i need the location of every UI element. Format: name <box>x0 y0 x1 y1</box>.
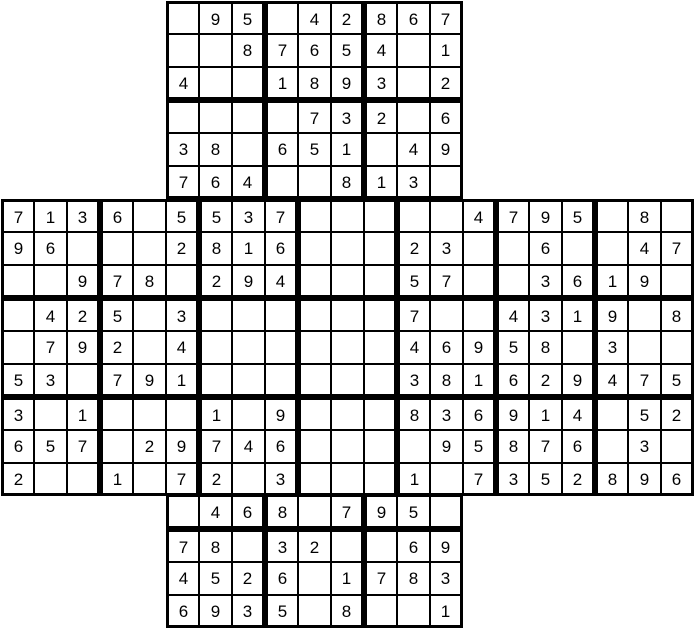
sudoku-cell[interactable]: 2 <box>397 232 430 265</box>
sudoku-cell[interactable]: 6 <box>430 100 463 133</box>
sudoku-cell[interactable] <box>199 34 232 67</box>
sudoku-cell[interactable]: 4 <box>166 562 199 595</box>
sudoku-cell[interactable] <box>364 265 397 298</box>
sudoku-cell[interactable]: 9 <box>496 397 529 430</box>
sudoku-cell[interactable]: 3 <box>232 199 265 232</box>
sudoku-cell[interactable]: 3 <box>364 67 397 100</box>
sudoku-cell[interactable]: 4 <box>595 364 628 397</box>
sudoku-cell[interactable]: 3 <box>595 331 628 364</box>
sudoku-cell[interactable]: 8 <box>298 67 331 100</box>
sudoku-cell[interactable] <box>331 397 364 430</box>
sudoku-cell[interactable]: 6 <box>298 34 331 67</box>
sudoku-cell[interactable]: 2 <box>199 463 232 496</box>
sudoku-cell[interactable] <box>166 265 199 298</box>
sudoku-cell[interactable]: 7 <box>166 463 199 496</box>
sudoku-cell[interactable]: 5 <box>529 463 562 496</box>
sudoku-cell[interactable] <box>166 496 199 529</box>
sudoku-cell[interactable]: 9 <box>628 463 661 496</box>
sudoku-cell[interactable]: 5 <box>661 364 694 397</box>
sudoku-cell[interactable]: 9 <box>463 331 496 364</box>
sudoku-cell[interactable]: 8 <box>331 166 364 199</box>
sudoku-cell[interactable]: 8 <box>661 298 694 331</box>
sudoku-cell[interactable] <box>166 1 199 34</box>
sudoku-cell[interactable] <box>331 364 364 397</box>
sudoku-cell[interactable] <box>364 529 397 562</box>
sudoku-cell[interactable] <box>397 100 430 133</box>
sudoku-cell[interactable]: 7 <box>34 331 67 364</box>
sudoku-cell[interactable] <box>298 463 331 496</box>
sudoku-cell[interactable]: 7 <box>430 265 463 298</box>
sudoku-cell[interactable] <box>199 100 232 133</box>
sudoku-cell[interactable]: 7 <box>199 430 232 463</box>
sudoku-cell[interactable] <box>595 397 628 430</box>
sudoku-cell[interactable] <box>496 265 529 298</box>
sudoku-cell[interactable] <box>463 265 496 298</box>
sudoku-cell[interactable]: 9 <box>232 265 265 298</box>
sudoku-cell[interactable]: 7 <box>100 364 133 397</box>
sudoku-cell[interactable]: 3 <box>628 430 661 463</box>
sudoku-cell[interactable]: 8 <box>199 232 232 265</box>
sudoku-cell[interactable]: 1 <box>331 562 364 595</box>
sudoku-cell[interactable]: 7 <box>661 232 694 265</box>
sudoku-cell[interactable]: 3 <box>1 397 34 430</box>
sudoku-cell[interactable]: 3 <box>265 463 298 496</box>
sudoku-cell[interactable]: 1 <box>430 34 463 67</box>
sudoku-cell[interactable]: 1 <box>166 364 199 397</box>
sudoku-cell[interactable] <box>331 331 364 364</box>
sudoku-cell[interactable]: 6 <box>496 364 529 397</box>
sudoku-cell[interactable] <box>133 232 166 265</box>
sudoku-cell[interactable]: 7 <box>430 1 463 34</box>
sudoku-cell[interactable]: 7 <box>628 364 661 397</box>
sudoku-cell[interactable] <box>133 298 166 331</box>
sudoku-cell[interactable] <box>298 265 331 298</box>
sudoku-cell[interactable]: 8 <box>595 463 628 496</box>
sudoku-cell[interactable] <box>397 595 430 628</box>
sudoku-cell[interactable]: 4 <box>298 1 331 34</box>
sudoku-cell[interactable] <box>661 265 694 298</box>
sudoku-cell[interactable]: 7 <box>166 166 199 199</box>
sudoku-cell[interactable]: 5 <box>34 430 67 463</box>
sudoku-cell[interactable]: 6 <box>100 199 133 232</box>
sudoku-cell[interactable]: 6 <box>397 1 430 34</box>
sudoku-cell[interactable]: 8 <box>364 1 397 34</box>
sudoku-cell[interactable]: 5 <box>397 265 430 298</box>
sudoku-cell[interactable] <box>265 364 298 397</box>
sudoku-cell[interactable]: 3 <box>166 298 199 331</box>
sudoku-cell[interactable] <box>265 100 298 133</box>
sudoku-cell[interactable]: 8 <box>133 265 166 298</box>
sudoku-cell[interactable]: 3 <box>232 595 265 628</box>
sudoku-cell[interactable]: 2 <box>199 265 232 298</box>
sudoku-cell[interactable]: 6 <box>430 331 463 364</box>
sudoku-cell[interactable]: 8 <box>199 529 232 562</box>
sudoku-cell[interactable]: 1 <box>67 397 100 430</box>
sudoku-cell[interactable] <box>364 595 397 628</box>
sudoku-cell[interactable] <box>364 364 397 397</box>
sudoku-cell[interactable]: 4 <box>397 331 430 364</box>
sudoku-cell[interactable]: 1 <box>199 397 232 430</box>
sudoku-cell[interactable]: 8 <box>496 430 529 463</box>
sudoku-cell[interactable]: 5 <box>199 199 232 232</box>
sudoku-cell[interactable] <box>595 232 628 265</box>
sudoku-cell[interactable]: 2 <box>331 1 364 34</box>
sudoku-cell[interactable] <box>463 298 496 331</box>
sudoku-cell[interactable] <box>430 298 463 331</box>
sudoku-cell[interactable]: 9 <box>529 199 562 232</box>
sudoku-cell[interactable]: 7 <box>100 265 133 298</box>
sudoku-cell[interactable] <box>232 463 265 496</box>
sudoku-cell[interactable]: 3 <box>331 100 364 133</box>
sudoku-cell[interactable]: 4 <box>166 67 199 100</box>
sudoku-cell[interactable]: 7 <box>1 199 34 232</box>
sudoku-cell[interactable]: 5 <box>166 199 199 232</box>
sudoku-cell[interactable]: 7 <box>298 100 331 133</box>
sudoku-cell[interactable]: 9 <box>67 265 100 298</box>
sudoku-cell[interactable]: 4 <box>364 34 397 67</box>
sudoku-cell[interactable] <box>232 529 265 562</box>
sudoku-cell[interactable]: 9 <box>133 364 166 397</box>
sudoku-cell[interactable]: 9 <box>430 529 463 562</box>
sudoku-cell[interactable]: 6 <box>397 529 430 562</box>
sudoku-cell[interactable] <box>562 331 595 364</box>
sudoku-cell[interactable]: 2 <box>166 232 199 265</box>
sudoku-cell[interactable]: 8 <box>430 364 463 397</box>
sudoku-cell[interactable] <box>1 331 34 364</box>
sudoku-cell[interactable] <box>166 397 199 430</box>
sudoku-cell[interactable]: 5 <box>199 562 232 595</box>
sudoku-cell[interactable]: 9 <box>166 430 199 463</box>
sudoku-cell[interactable]: 3 <box>430 562 463 595</box>
sudoku-cell[interactable] <box>265 298 298 331</box>
sudoku-cell[interactable] <box>331 463 364 496</box>
sudoku-cell[interactable]: 1 <box>34 199 67 232</box>
sudoku-cell[interactable] <box>67 232 100 265</box>
sudoku-cell[interactable] <box>166 34 199 67</box>
sudoku-cell[interactable]: 3 <box>430 397 463 430</box>
sudoku-cell[interactable]: 6 <box>265 562 298 595</box>
sudoku-cell[interactable]: 1 <box>265 67 298 100</box>
sudoku-cell[interactable] <box>430 463 463 496</box>
sudoku-cell[interactable] <box>100 430 133 463</box>
sudoku-cell[interactable]: 2 <box>232 562 265 595</box>
sudoku-cell[interactable] <box>364 133 397 166</box>
sudoku-cell[interactable]: 7 <box>397 298 430 331</box>
sudoku-cell[interactable] <box>496 232 529 265</box>
sudoku-cell[interactable] <box>331 199 364 232</box>
sudoku-cell[interactable]: 7 <box>463 463 496 496</box>
sudoku-cell[interactable]: 9 <box>364 496 397 529</box>
sudoku-cell[interactable]: 6 <box>661 463 694 496</box>
sudoku-cell[interactable]: 5 <box>496 331 529 364</box>
sudoku-cell[interactable] <box>331 430 364 463</box>
sudoku-cell[interactable]: 8 <box>397 562 430 595</box>
sudoku-cell[interactable]: 9 <box>67 331 100 364</box>
sudoku-cell[interactable] <box>34 397 67 430</box>
sudoku-cell[interactable]: 3 <box>496 463 529 496</box>
sudoku-cell[interactable]: 1 <box>529 397 562 430</box>
sudoku-cell[interactable]: 5 <box>265 595 298 628</box>
sudoku-cell[interactable] <box>232 133 265 166</box>
sudoku-cell[interactable] <box>34 463 67 496</box>
sudoku-cell[interactable] <box>232 364 265 397</box>
sudoku-cell[interactable]: 3 <box>529 265 562 298</box>
sudoku-cell[interactable] <box>67 463 100 496</box>
sudoku-cell[interactable] <box>1 298 34 331</box>
sudoku-cell[interactable]: 8 <box>628 199 661 232</box>
sudoku-cell[interactable] <box>430 496 463 529</box>
sudoku-cell[interactable]: 1 <box>331 133 364 166</box>
sudoku-cell[interactable]: 1 <box>430 595 463 628</box>
sudoku-cell[interactable]: 3 <box>67 199 100 232</box>
sudoku-cell[interactable]: 3 <box>166 133 199 166</box>
sudoku-cell[interactable] <box>199 298 232 331</box>
sudoku-cell[interactable] <box>364 199 397 232</box>
sudoku-cell[interactable] <box>595 199 628 232</box>
sudoku-cell[interactable]: 7 <box>331 496 364 529</box>
sudoku-cell[interactable]: 1 <box>397 463 430 496</box>
sudoku-cell[interactable] <box>133 463 166 496</box>
sudoku-cell[interactable]: 5 <box>298 133 331 166</box>
sudoku-cell[interactable]: 3 <box>397 166 430 199</box>
sudoku-cell[interactable]: 9 <box>595 298 628 331</box>
sudoku-cell[interactable]: 9 <box>331 67 364 100</box>
sudoku-cell[interactable] <box>397 67 430 100</box>
sudoku-cell[interactable] <box>628 331 661 364</box>
sudoku-cell[interactable]: 1 <box>463 364 496 397</box>
sudoku-cell[interactable]: 5 <box>562 199 595 232</box>
sudoku-cell[interactable] <box>298 331 331 364</box>
sudoku-cell[interactable]: 5 <box>628 397 661 430</box>
sudoku-cell[interactable] <box>232 331 265 364</box>
sudoku-cell[interactable] <box>232 298 265 331</box>
sudoku-cell[interactable] <box>661 430 694 463</box>
sudoku-cell[interactable]: 4 <box>34 298 67 331</box>
sudoku-cell[interactable]: 2 <box>430 67 463 100</box>
sudoku-cell[interactable]: 6 <box>199 166 232 199</box>
sudoku-cell[interactable]: 6 <box>529 232 562 265</box>
sudoku-cell[interactable] <box>265 166 298 199</box>
sudoku-cell[interactable] <box>232 397 265 430</box>
sudoku-cell[interactable]: 4 <box>232 430 265 463</box>
sudoku-cell[interactable] <box>199 331 232 364</box>
sudoku-cell[interactable] <box>595 430 628 463</box>
sudoku-cell[interactable] <box>298 199 331 232</box>
sudoku-cell[interactable]: 3 <box>529 298 562 331</box>
sudoku-cell[interactable] <box>133 199 166 232</box>
sudoku-cell[interactable]: 4 <box>199 496 232 529</box>
sudoku-cell[interactable]: 3 <box>430 232 463 265</box>
sudoku-cell[interactable]: 8 <box>199 133 232 166</box>
sudoku-cell[interactable]: 4 <box>232 166 265 199</box>
sudoku-cell[interactable] <box>364 232 397 265</box>
sudoku-cell[interactable]: 3 <box>265 529 298 562</box>
sudoku-cell[interactable] <box>298 232 331 265</box>
sudoku-cell[interactable]: 5 <box>1 364 34 397</box>
sudoku-cell[interactable]: 6 <box>265 430 298 463</box>
sudoku-cell[interactable]: 7 <box>364 562 397 595</box>
sudoku-cell[interactable] <box>298 397 331 430</box>
sudoku-cell[interactable]: 5 <box>397 496 430 529</box>
sudoku-cell[interactable]: 1 <box>562 298 595 331</box>
sudoku-cell[interactable]: 6 <box>562 430 595 463</box>
sudoku-cell[interactable] <box>331 298 364 331</box>
sudoku-cell[interactable]: 6 <box>232 496 265 529</box>
sudoku-cell[interactable]: 2 <box>661 397 694 430</box>
sudoku-cell[interactable] <box>34 265 67 298</box>
sudoku-cell[interactable]: 2 <box>100 331 133 364</box>
sudoku-cell[interactable]: 9 <box>562 364 595 397</box>
sudoku-cell[interactable]: 1 <box>364 166 397 199</box>
sudoku-cell[interactable] <box>265 1 298 34</box>
sudoku-cell[interactable] <box>133 397 166 430</box>
sudoku-cell[interactable]: 9 <box>628 265 661 298</box>
sudoku-cell[interactable] <box>331 265 364 298</box>
sudoku-cell[interactable]: 2 <box>133 430 166 463</box>
sudoku-cell[interactable] <box>298 166 331 199</box>
sudoku-cell[interactable]: 2 <box>298 529 331 562</box>
sudoku-cell[interactable] <box>199 364 232 397</box>
sudoku-cell[interactable]: 8 <box>331 595 364 628</box>
sudoku-cell[interactable] <box>232 100 265 133</box>
sudoku-cell[interactable] <box>232 67 265 100</box>
sudoku-cell[interactable] <box>298 496 331 529</box>
sudoku-cell[interactable] <box>298 430 331 463</box>
sudoku-cell[interactable]: 6 <box>265 133 298 166</box>
sudoku-cell[interactable]: 7 <box>166 529 199 562</box>
sudoku-cell[interactable]: 2 <box>1 463 34 496</box>
sudoku-cell[interactable]: 3 <box>34 364 67 397</box>
sudoku-cell[interactable] <box>364 331 397 364</box>
sudoku-cell[interactable]: 5 <box>100 298 133 331</box>
sudoku-cell[interactable] <box>562 232 595 265</box>
sudoku-cell[interactable] <box>1 265 34 298</box>
sudoku-cell[interactable] <box>331 529 364 562</box>
sudoku-cell[interactable]: 7 <box>529 430 562 463</box>
sudoku-cell[interactable] <box>166 100 199 133</box>
sudoku-cell[interactable] <box>463 232 496 265</box>
sudoku-cell[interactable] <box>298 562 331 595</box>
sudoku-cell[interactable]: 2 <box>67 298 100 331</box>
sudoku-cell[interactable]: 7 <box>265 34 298 67</box>
sudoku-cell[interactable] <box>364 463 397 496</box>
sudoku-cell[interactable]: 4 <box>397 133 430 166</box>
sudoku-cell[interactable]: 2 <box>562 463 595 496</box>
sudoku-cell[interactable]: 8 <box>529 331 562 364</box>
sudoku-cell[interactable]: 4 <box>496 298 529 331</box>
sudoku-cell[interactable]: 2 <box>529 364 562 397</box>
sudoku-cell[interactable]: 9 <box>430 133 463 166</box>
sudoku-cell[interactable] <box>298 364 331 397</box>
sudoku-cell[interactable] <box>100 232 133 265</box>
sudoku-cell[interactable]: 1 <box>595 265 628 298</box>
sudoku-cell[interactable]: 8 <box>232 34 265 67</box>
sudoku-cell[interactable] <box>364 397 397 430</box>
sudoku-cell[interactable]: 9 <box>430 430 463 463</box>
sudoku-cell[interactable] <box>397 34 430 67</box>
sudoku-cell[interactable]: 5 <box>331 34 364 67</box>
sudoku-cell[interactable] <box>364 298 397 331</box>
sudoku-cell[interactable]: 4 <box>463 199 496 232</box>
sudoku-cell[interactable]: 7 <box>265 199 298 232</box>
sudoku-cell[interactable]: 6 <box>1 430 34 463</box>
sudoku-cell[interactable]: 1 <box>232 232 265 265</box>
sudoku-cell[interactable]: 4 <box>166 331 199 364</box>
sudoku-cell[interactable] <box>661 199 694 232</box>
sudoku-cell[interactable]: 5 <box>232 1 265 34</box>
sudoku-cell[interactable] <box>298 298 331 331</box>
sudoku-cell[interactable]: 9 <box>1 232 34 265</box>
sudoku-cell[interactable]: 6 <box>34 232 67 265</box>
sudoku-cell[interactable]: 6 <box>463 397 496 430</box>
sudoku-cell[interactable] <box>298 595 331 628</box>
sudoku-cell[interactable] <box>430 166 463 199</box>
sudoku-cell[interactable]: 9 <box>199 595 232 628</box>
sudoku-cell[interactable] <box>430 199 463 232</box>
sudoku-cell[interactable]: 6 <box>562 265 595 298</box>
sudoku-cell[interactable] <box>397 199 430 232</box>
sudoku-cell[interactable] <box>265 331 298 364</box>
sudoku-cell[interactable]: 4 <box>265 265 298 298</box>
sudoku-cell[interactable]: 3 <box>397 364 430 397</box>
sudoku-cell[interactable]: 2 <box>364 100 397 133</box>
sudoku-cell[interactable]: 5 <box>463 430 496 463</box>
sudoku-cell[interactable] <box>364 430 397 463</box>
sudoku-cell[interactable] <box>199 67 232 100</box>
sudoku-cell[interactable]: 8 <box>397 397 430 430</box>
sudoku-cell[interactable] <box>67 364 100 397</box>
sudoku-cell[interactable] <box>628 298 661 331</box>
sudoku-cell[interactable]: 6 <box>166 595 199 628</box>
sudoku-cell[interactable]: 6 <box>265 232 298 265</box>
sudoku-cell[interactable]: 9 <box>265 397 298 430</box>
sudoku-cell[interactable]: 4 <box>628 232 661 265</box>
sudoku-cell[interactable] <box>397 430 430 463</box>
sudoku-cell[interactable] <box>133 331 166 364</box>
sudoku-cell[interactable]: 7 <box>67 430 100 463</box>
sudoku-cell[interactable] <box>331 232 364 265</box>
sudoku-cell[interactable] <box>100 397 133 430</box>
sudoku-cell[interactable]: 9 <box>199 1 232 34</box>
sudoku-cell[interactable]: 8 <box>265 496 298 529</box>
sudoku-cell[interactable]: 1 <box>100 463 133 496</box>
sudoku-cell[interactable]: 4 <box>562 397 595 430</box>
sudoku-cell[interactable] <box>661 331 694 364</box>
sudoku-cell[interactable]: 7 <box>496 199 529 232</box>
